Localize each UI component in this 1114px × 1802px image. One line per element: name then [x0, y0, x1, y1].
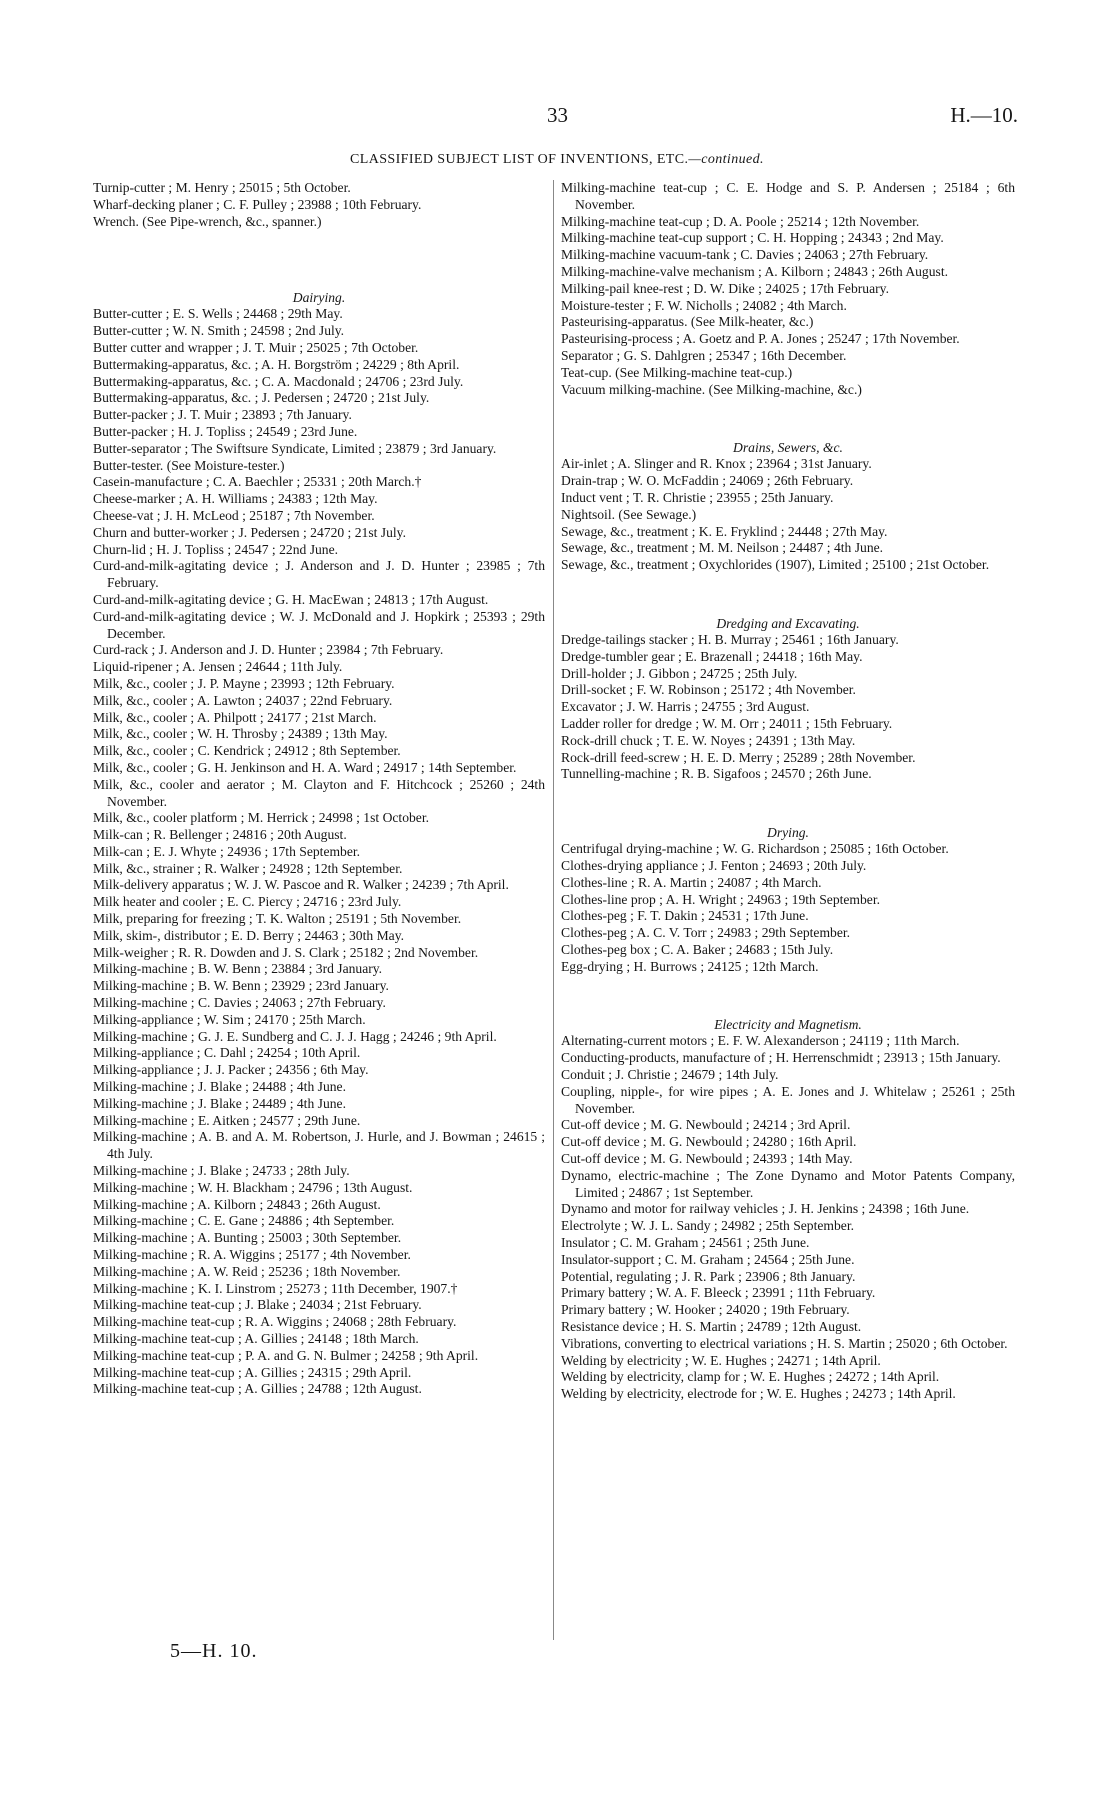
list-entry: Milking-machine ; G. J. E. Sundberg and C. J. J. Hagg ; 24246 ; 9th April. [93, 1028, 497, 1044]
list-entry: Milk, &c., cooler ; W. H. Throsby ; 24389 ; 13th May. [93, 726, 388, 742]
list-entry: Butter-cutter ; W. N. Smith ; 24598 ; 2nd July. [93, 323, 345, 339]
list-entry: Milking-machine teat-cup ; A. Gillies ; 24788 ; 12th August. [93, 1381, 422, 1397]
electricity-entries [561, 1033, 1015, 1403]
list-entry: Milk-weigher ; R. R. Dowden and J. S. Clark ; 25182 ; 2nd November. [93, 944, 479, 960]
list-entry: Milk, skim-, distributor ; E. D. Berry ; 24463 ; 30th May. [93, 927, 405, 943]
list-entry: Milking-machine ; A. Kilborn ; 24843 ; 26th August. [93, 1196, 381, 1212]
list-entry: Milking-machine teat-cup support ; C. H. Hopping ; 24343 ; 2nd May. [561, 230, 944, 246]
section-heading-dairying: Dairying. [292, 290, 346, 306]
running-head-continued: —continued. [688, 152, 764, 167]
list-entry: Induct vent ; T. R. Christie ; 23955 ; 25th January. [561, 489, 834, 505]
list-entry: Milking-machine ; C. E. Gane ; 24886 ; 4th September. [93, 1213, 395, 1229]
list-entry: Coupling, nipple-, for wire pipes ; A. E. Jones and J. Whitelaw ; 25261 ; 25th November. [561, 1083, 1015, 1116]
list-entry: Milk-delivery apparatus ; W. J. W. Pascoe and R. Walker ; 24239 ; 7th April. [93, 877, 509, 893]
list-entry: Casein-manufacture ; C. A. Baechler ; 25331 ; 20th March.† [93, 474, 422, 490]
list-entry: Clothes-peg ; A. C. V. Torr ; 24983 ; 29th September. [561, 925, 851, 941]
running-head-title: CLASSIFIED SUBJECT LIST OF INVENTIONS, ETC. [350, 152, 689, 167]
list-entry: Pasteurising-process ; A. Goetz and P. A. Jones ; 25247 ; 17th November. [561, 331, 960, 347]
page-number: 33 [547, 103, 568, 127]
section-heading-drying: Drying. [767, 825, 809, 841]
list-entry: Teat-cup. (See Milking-machine teat-cup.) [561, 364, 793, 380]
dairying-entries [93, 306, 545, 1398]
list-entry: Cheese-marker ; A. H. Williams ; 24383 ; 12th May. [93, 491, 378, 507]
list-entry: Milking-machine ; A. B. and A. M. Robertson, J. Hurle, and J. Bowman ; 24615 ; 4th July. [93, 1129, 545, 1162]
section-heading-drains: Drains, Sewers, &c. [733, 440, 843, 456]
running-head [0, 152, 1114, 168]
list-entry: Milking-machine ; R. A. Wiggins ; 25177 ; 4th November. [93, 1247, 411, 1263]
list-entry: Milking-machine-valve mechanism ; A. Kilborn ; 24843 ; 26th August. [561, 263, 948, 279]
list-entry: Churn and butter-worker ; J. Pedersen ; 24720 ; 21st July. [93, 524, 406, 540]
list-entry: Clothes-drying appliance ; J. Fenton ; 24693 ; 20th July. [561, 857, 867, 873]
list-entry: Wrench. (See Pipe-wrench, &c., spanner.) [93, 213, 322, 229]
list-entry: Milking-machine ; A. W. Reid ; 25236 ; 18th November. [93, 1263, 401, 1279]
list-entry: Milk, &c., cooler platform ; M. Herrick ; 24998 ; 1st October. [93, 810, 430, 826]
list-entry: Curd-and-milk-agitating device ; J. Anderson and J. D. Hunter ; 23985 ; 7th February. [93, 558, 545, 591]
list-entry: Milk, &c., cooler ; C. Kendrick ; 24912 ; 8th September. [93, 743, 401, 759]
list-entry: Milking-machine ; B. W. Benn ; 23929 ; 23rd January. [93, 978, 389, 994]
list-entry: Sewage, &c., treatment ; Oxychlorides (1907), Limited ; 25100 ; 21st October. [561, 557, 990, 573]
list-entry: Buttermaking-apparatus, &c. ; A. H. Borgström ; 24229 ; 8th April. [93, 356, 460, 372]
list-entry: Drill-holder ; J. Gibbon ; 24725 ; 25th July. [561, 665, 798, 681]
list-entry: Tunnelling-machine ; R. B. Sigafoos ; 24570 ; 26th June. [561, 766, 872, 782]
list-entry: Clothes-line ; R. A. Martin ; 24087 ; 4th March. [561, 874, 822, 890]
list-entry: Milking-machine ; J. Blake ; 24733 ; 28th July. [93, 1163, 350, 1179]
list-entry: Drill-socket ; F. W. Robinson ; 25172 ; 4th November. [561, 682, 856, 698]
list-entry: Clothes-peg box ; C. A. Baker ; 24683 ; 15th July. [561, 941, 834, 957]
list-entry: Nightsoil. (See Sewage.) [561, 506, 697, 522]
list-entry: Milk, &c., cooler ; J. P. Mayne ; 23993 ; 12th February. [93, 675, 395, 691]
list-entry: Cut-off device ; M. G. Newbould ; 24393 ; 14th May. [561, 1151, 853, 1167]
list-entry: Moisture-tester ; F. W. Nicholls ; 24082 ; 4th March. [561, 297, 847, 313]
list-entry: Turnip-cutter ; M. Henry ; 25015 ; 5th October. [93, 180, 351, 195]
list-entry: Primary battery ; W. A. F. Bleeck ; 23991 ; 11th February. [561, 1285, 876, 1301]
list-entry: Drain-trap ; W. O. McFaddin ; 24069 ; 26th February. [561, 473, 854, 489]
list-entry: Milk-can ; R. Bellenger ; 24816 ; 20th August. [93, 827, 347, 843]
list-entry: Insulator-support ; C. M. Graham ; 24564 ; 25th June. [561, 1251, 855, 1267]
list-entry: Clothes-peg ; F. T. Dakin ; 24531 ; 17th June. [561, 908, 809, 924]
list-entry: Air-inlet ; A. Slinger and R. Knox ; 23964 ; 31st January. [561, 456, 872, 472]
list-entry: Milking-machine teat-cup ; A. Gillies ; 24148 ; 18th March. [93, 1331, 419, 1346]
list-entry: Curd-rack ; J. Anderson and J. D. Hunter ; 23984 ; 7th February. [93, 642, 444, 658]
list-entry: Butter-separator ; The Swiftsure Syndicate, Limited ; 23879 ; 3rd January. [93, 440, 497, 456]
list-entry: Buttermaking-apparatus, &c. ; C. A. Macdonald ; 24706 ; 23rd July. [93, 373, 464, 389]
list-entry: Milking-machine ; E. Aitken ; 24577 ; 29th June. [93, 1112, 361, 1128]
list-entry: Churn-lid ; H. J. Topliss ; 24547 ; 22nd June. [93, 541, 339, 557]
list-entry: Milking-appliance ; C. Dahl ; 24254 ; 10th April. [93, 1045, 361, 1061]
list-entry: Resistance device ; H. S. Martin ; 24789 ; 12th August. [561, 1319, 862, 1335]
list-entry: Dynamo and motor for railway vehicles ; J. H. Jenkins ; 24398 ; 16th June. [561, 1201, 970, 1217]
list-entry: Butter cutter and wrapper ; J. T. Muir ; 25025 ; 7th October. [93, 339, 419, 355]
left-column [93, 180, 545, 1398]
list-entry: Milk, &c., strainer ; R. Walker ; 24928 ; 12th September. [93, 860, 403, 876]
list-entry: Buttermaking-apparatus, &c. ; J. Pedersen ; 24720 ; 21st July. [93, 390, 430, 406]
list-entry: Welding by electricity ; W. E. Hughes ; 24271 ; 14th April. [561, 1352, 881, 1368]
list-entry: Milk, &c., cooler ; G. H. Jenkinson and H. A. Ward ; 24917 ; 14th September. [93, 759, 517, 775]
list-entry: Milking-appliance ; J. J. Packer ; 24356 ; 6th May. [93, 1062, 369, 1078]
list-entry: Butter-packer ; H. J. Topliss ; 24549 ; 23rd June. [93, 423, 358, 439]
list-entry: Milking-machine ; K. I. Linstrom ; 25273 ; 11th December, 1907.† [93, 1280, 458, 1296]
section-heading-electricity: Electricity and Magnetism. [714, 1017, 862, 1033]
list-entry: Milking-machine ; J. Blake ; 24488 ; 4th June. [93, 1079, 346, 1095]
list-entry: Milking-machine teat-cup ; P. A. and G. N. Bulmer ; 24258 ; 9th April. [93, 1347, 479, 1363]
list-entry: Milking-machine teat-cup ; A. Gillies ; 24315 ; 29th April. [93, 1364, 412, 1380]
list-entry: Sewage, &c., treatment ; K. E. Fryklind ; 24448 ; 27th May. [561, 523, 888, 539]
list-entry: Milking-machine ; C. Davies ; 24063 ; 27th February. [93, 995, 386, 1011]
list-entry: Cut-off device ; M. G. Newbould ; 24280 ; 16th April. [561, 1134, 857, 1150]
list-entry: Milk-can ; E. J. Whyte ; 24936 ; 17th September. [93, 843, 361, 859]
list-entry: Conducting-products, manufacture of ; H. Herrenschmidt ; 23913 ; 15th January. [561, 1050, 1001, 1066]
list-entry: Dredge-tailings stacker ; H. B. Murray ; 25461 ; 16th January. [561, 631, 899, 647]
list-entry: Milk, &c., cooler and aerator ; M. Clayton and F. Hitchcock ; 25260 ; 24th November. [93, 776, 545, 809]
list-entry: Cut-off device ; M. G. Newbould ; 24214 ; 3rd April. [561, 1117, 851, 1133]
list-entry: Dynamo, electric-machine ; The Zone Dynamo and Motor Patents Company, Limited ; 24867 ; 1st September. [561, 1167, 1015, 1200]
list-entry: Butter-cutter ; E. S. Wells ; 24468 ; 29th May. [93, 306, 343, 322]
list-entry: Conduit ; J. Christie ; 24679 ; 14th July. [561, 1067, 779, 1083]
list-entry: Milking-machine ; J. Blake ; 24489 ; 4th June. [93, 1095, 346, 1111]
list-entry: Milking-machine teat-cup ; J. Blake ; 24034 ; 21st February. [93, 1297, 422, 1313]
list-entry: Milking-machine ; A. Bunting ; 25003 ; 30th September. [93, 1230, 402, 1246]
drains-entries [561, 456, 1015, 574]
list-entry: Centrifugal drying-machine ; W. G. Richardson ; 25085 ; 16th October. [561, 841, 949, 857]
list-entry: Egg-drying ; H. Burrows ; 24125 ; 12th March. [561, 958, 819, 974]
list-entry: Rock-drill feed-screw ; H. E. D. Merry ; 25289 ; 28th November. [561, 749, 916, 765]
footer-signature: 5—H. 10. [170, 1640, 258, 1662]
list-entry: Vibrations, converting to electrical variations ; H. S. Martin ; 25020 ; 6th October. [561, 1335, 1008, 1351]
list-entry: Milking-machine teat-cup ; D. A. Poole ; 25214 ; 12th November. [561, 213, 920, 229]
dredging-entries [561, 632, 1015, 783]
list-entry: Milking-machine vacuum-tank ; C. Davies ; 24063 ; 27th February. [561, 247, 929, 263]
list-entry: Excavator ; J. W. Harris ; 24755 ; 3rd August. [561, 699, 810, 715]
list-entry: Potential, regulating ; J. R. Park ; 23906 ; 8th January. [561, 1268, 856, 1284]
list-entry: Curd-and-milk-agitating device ; G. H. MacEwan ; 24813 ; 17th August. [93, 591, 489, 607]
right-column [561, 180, 1015, 1403]
list-entry: Butter-tester. (See Moisture-tester.) [93, 457, 285, 473]
list-entry: Milking-appliance ; W. Sim ; 24170 ; 25th March. [93, 1011, 366, 1027]
list-entry: Milk, &c., cooler ; A. Lawton ; 24037 ; 22nd February. [93, 692, 393, 708]
list-entry: Sewage, &c., treatment ; M. M. Neilson ; 24487 ; 4th June. [561, 540, 884, 556]
list-entry: Rock-drill chuck ; T. E. W. Noyes ; 24391 ; 13th May. [561, 732, 856, 748]
list-entry: Dredge-tumbler gear ; E. Brazenall ; 24418 ; 16th May. [561, 648, 863, 664]
list-entry: Vacuum milking-machine. (See Milking-machine, &c.) [561, 381, 862, 397]
dairying-continued-entries [561, 180, 1015, 398]
column-divider [553, 180, 554, 1640]
list-entry: Butter-packer ; J. T. Muir ; 23893 ; 7th January. [93, 407, 352, 423]
list-entry: Separator ; G. S. Dahlgren ; 25347 ; 16th December. [561, 347, 847, 363]
drying-entries [561, 841, 1015, 975]
list-entry: Milking-pail knee-rest ; D. W. Dike ; 24025 ; 17th February. [561, 280, 889, 296]
list-entry: Milking-machine ; W. H. Blackham ; 24796 ; 13th August. [93, 1179, 413, 1195]
list-entry: Electrolyte ; W. J. L. Sandy ; 24982 ; 25th September. [561, 1218, 854, 1234]
misc-entries [93, 180, 545, 230]
document-reference: H.—10. [950, 103, 1018, 127]
list-entry: Alternating-current motors ; E. F. W. Alexanderson ; 24119 ; 11th March. [561, 1033, 960, 1049]
list-entry: Milk, &c., cooler ; A. Philpott ; 24177 ; 21st March. [93, 709, 377, 725]
list-entry: Pasteurising-apparatus. (See Milk-heater, &c.) [561, 314, 814, 330]
list-entry: Insulator ; C. M. Graham ; 24561 ; 25th June. [561, 1235, 810, 1251]
list-entry: Welding by electricity, electrode for ; W. E. Hughes ; 24273 ; 14th April. [561, 1386, 956, 1402]
list-entry: Curd-and-milk-agitating device ; W. J. McDonald and J. Hopkirk ; 25393 ; 29th December. [93, 608, 545, 641]
list-entry: Wharf-decking planer ; C. F. Pulley ; 23988 ; 10th February. [93, 196, 422, 212]
list-entry: Milk heater and cooler ; E. C. Piercy ; 24716 ; 23rd July. [93, 894, 402, 910]
list-entry: Clothes-line prop ; A. H. Wright ; 24963 ; 19th September. [561, 891, 881, 907]
list-entry: Milking-machine teat-cup ; R. A. Wiggins ; 24068 ; 28th February. [93, 1314, 457, 1330]
list-entry: Liquid-ripener ; A. Jensen ; 24644 ; 11th July. [93, 659, 343, 675]
list-entry: Welding by electricity, clamp for ; W. E. Hughes ; 24272 ; 14th April. [561, 1369, 940, 1385]
section-heading-dredging: Dredging and Excavating. [716, 615, 860, 631]
list-entry: Ladder roller for dredge ; W. M. Orr ; 24011 ; 15th February. [561, 715, 893, 731]
list-entry: Primary battery ; W. Hooker ; 24020 ; 19th February. [561, 1302, 850, 1318]
list-entry: Milk, preparing for freezing ; T. K. Walton ; 25191 ; 5th November. [93, 911, 462, 927]
list-entry: Milking-machine teat-cup ; C. E. Hodge and S. P. Andersen ; 25184 ; 6th November. [561, 180, 1015, 212]
list-entry: Cheese-vat ; J. H. McLeod ; 25187 ; 7th November. [93, 507, 375, 523]
list-entry: Milking-machine ; B. W. Benn ; 23884 ; 3rd January. [93, 961, 383, 977]
